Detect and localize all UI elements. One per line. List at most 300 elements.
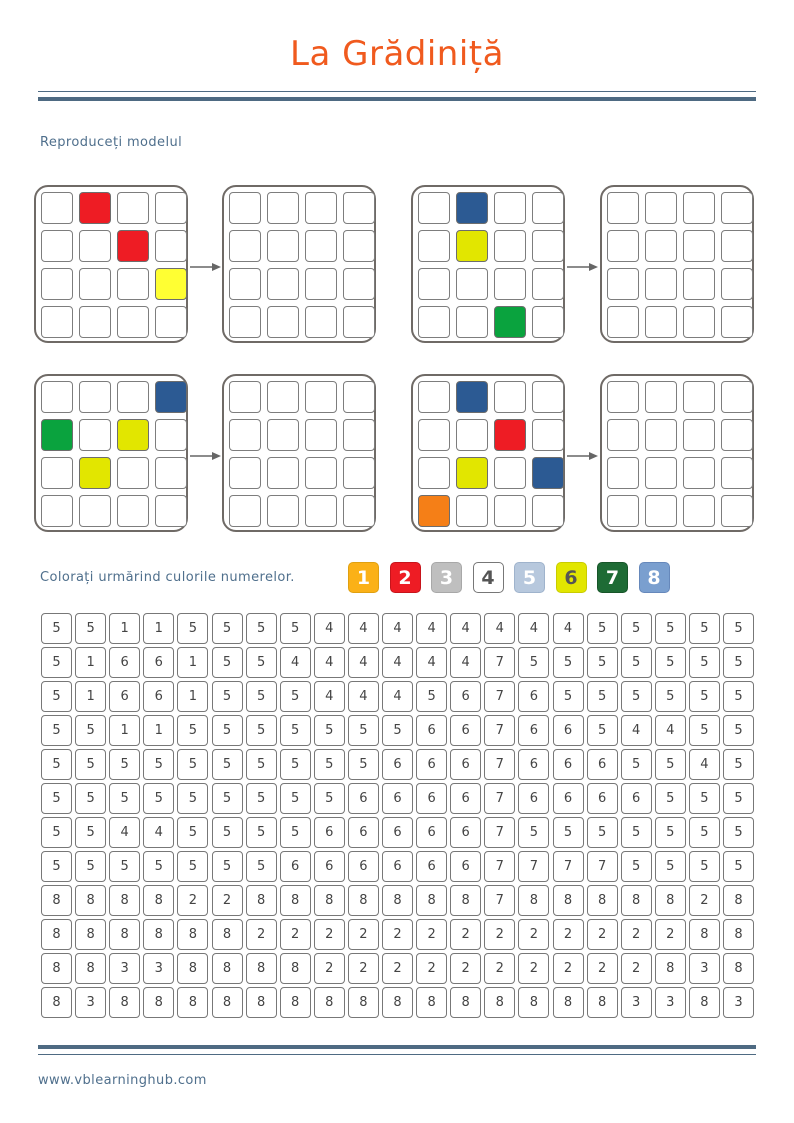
grid-cell[interactable]: 5	[587, 715, 618, 746]
grid-cell[interactable]: 5	[41, 783, 72, 814]
grid-cell[interactable]: 4	[109, 817, 140, 848]
grid-cell[interactable]: 2	[689, 885, 720, 916]
grid-cell[interactable]: 8	[41, 919, 72, 950]
grid-cell[interactable]: 2	[450, 919, 481, 950]
grid-cell[interactable]: 2	[484, 919, 515, 950]
grid-cell[interactable]: 8	[484, 987, 515, 1018]
grid-cell[interactable]: 5	[553, 817, 584, 848]
empty-cell[interactable]	[645, 192, 677, 224]
empty-cell[interactable]	[683, 192, 715, 224]
grid-cell[interactable]: 8	[177, 953, 208, 984]
grid-cell[interactable]: 5	[621, 851, 652, 882]
grid-cell[interactable]: 5	[246, 851, 277, 882]
grid-cell[interactable]: 2	[280, 919, 311, 950]
grid-cell[interactable]: 5	[212, 613, 243, 644]
grid-cell[interactable]: 8	[143, 885, 174, 916]
grid-cell[interactable]: 2	[348, 953, 379, 984]
empty-cell[interactable]	[229, 381, 261, 413]
grid-cell[interactable]: 8	[246, 885, 277, 916]
grid-cell[interactable]: 6	[348, 817, 379, 848]
grid-cell[interactable]: 6	[143, 647, 174, 678]
empty-cell[interactable]	[607, 268, 639, 300]
grid-cell[interactable]: 5	[689, 613, 720, 644]
grid-cell[interactable]: 8	[212, 919, 243, 950]
empty-cell[interactable]	[305, 230, 337, 262]
grid-cell[interactable]: 4	[382, 681, 413, 712]
grid-cell[interactable]: 5	[621, 681, 652, 712]
grid-cell[interactable]: 5	[655, 783, 686, 814]
grid-cell[interactable]: 8	[689, 919, 720, 950]
empty-cell[interactable]	[683, 419, 715, 451]
grid-cell[interactable]: 8	[109, 885, 140, 916]
grid-cell[interactable]: 6	[416, 715, 447, 746]
grid-cell[interactable]: 6	[314, 817, 345, 848]
grid-cell[interactable]: 5	[280, 817, 311, 848]
grid-cell[interactable]: 5	[75, 749, 106, 780]
grid-cell[interactable]: 6	[518, 783, 549, 814]
grid-cell[interactable]: 6	[587, 783, 618, 814]
grid-cell[interactable]: 7	[553, 851, 584, 882]
grid-cell[interactable]: 8	[280, 987, 311, 1018]
grid-cell[interactable]: 8	[655, 885, 686, 916]
grid-cell[interactable]: 5	[75, 715, 106, 746]
empty-cell[interactable]	[607, 192, 639, 224]
grid-cell[interactable]: 3	[723, 987, 754, 1018]
grid-cell[interactable]: 2	[382, 919, 413, 950]
grid-cell[interactable]: 5	[280, 783, 311, 814]
grid-cell[interactable]: 8	[382, 987, 413, 1018]
grid-cell[interactable]: 8	[246, 953, 277, 984]
grid-cell[interactable]: 5	[348, 715, 379, 746]
grid-cell[interactable]: 2	[587, 919, 618, 950]
grid-cell[interactable]: 8	[553, 987, 584, 1018]
empty-cell[interactable]	[721, 457, 753, 489]
grid-cell[interactable]: 3	[655, 987, 686, 1018]
empty-cell[interactable]	[229, 457, 261, 489]
grid-cell[interactable]: 8	[177, 919, 208, 950]
grid-cell[interactable]: 5	[518, 817, 549, 848]
grid-cell[interactable]: 5	[109, 749, 140, 780]
grid-cell[interactable]: 6	[109, 647, 140, 678]
grid-cell[interactable]: 5	[246, 783, 277, 814]
grid-cell[interactable]: 5	[621, 817, 652, 848]
grid-cell[interactable]: 6	[587, 749, 618, 780]
grid-cell[interactable]: 6	[621, 783, 652, 814]
grid-cell[interactable]: 8	[348, 885, 379, 916]
grid-cell[interactable]: 8	[621, 885, 652, 916]
empty-cell[interactable]	[305, 381, 337, 413]
grid-cell[interactable]: 6	[450, 715, 481, 746]
grid-cell[interactable]: 5	[41, 817, 72, 848]
grid-cell[interactable]: 6	[382, 851, 413, 882]
grid-cell[interactable]: 2	[416, 919, 447, 950]
empty-cell[interactable]	[721, 230, 753, 262]
grid-cell[interactable]: 5	[280, 613, 311, 644]
empty-cell[interactable]	[229, 306, 261, 338]
empty-cell[interactable]	[229, 230, 261, 262]
grid-cell[interactable]: 5	[723, 817, 754, 848]
empty-cell[interactable]	[721, 306, 753, 338]
grid-cell[interactable]: 2	[621, 953, 652, 984]
empty-cell[interactable]	[721, 192, 753, 224]
grid-cell[interactable]: 5	[723, 783, 754, 814]
grid-cell[interactable]: 8	[75, 919, 106, 950]
grid-cell[interactable]: 8	[450, 987, 481, 1018]
grid-cell[interactable]: 8	[416, 987, 447, 1018]
grid-cell[interactable]: 6	[348, 851, 379, 882]
grid-cell[interactable]: 2	[587, 953, 618, 984]
grid-cell[interactable]: 6	[416, 817, 447, 848]
grid-cell[interactable]: 5	[314, 783, 345, 814]
grid-cell[interactable]: 5	[553, 681, 584, 712]
grid-cell[interactable]: 5	[246, 715, 277, 746]
empty-cell[interactable]	[683, 306, 715, 338]
grid-cell[interactable]: 2	[553, 919, 584, 950]
grid-cell[interactable]: 5	[587, 647, 618, 678]
empty-cell[interactable]	[267, 419, 299, 451]
grid-cell[interactable]: 5	[212, 749, 243, 780]
empty-cell[interactable]	[343, 268, 375, 300]
grid-cell[interactable]: 3	[75, 987, 106, 1018]
grid-cell[interactable]: 5	[109, 851, 140, 882]
grid-cell[interactable]: 6	[518, 715, 549, 746]
grid-cell[interactable]: 7	[484, 681, 515, 712]
grid-cell[interactable]: 6	[450, 851, 481, 882]
grid-cell[interactable]: 4	[314, 681, 345, 712]
empty-cell[interactable]	[267, 306, 299, 338]
empty-cell[interactable]	[343, 457, 375, 489]
grid-cell[interactable]: 5	[655, 817, 686, 848]
grid-cell[interactable]: 5	[655, 851, 686, 882]
empty-cell[interactable]	[607, 381, 639, 413]
grid-cell[interactable]: 8	[723, 953, 754, 984]
grid-cell[interactable]: 2	[450, 953, 481, 984]
grid-cell[interactable]: 4	[484, 613, 515, 644]
empty-cell[interactable]	[721, 381, 753, 413]
grid-cell[interactable]: 5	[41, 681, 72, 712]
grid-cell[interactable]: 2	[416, 953, 447, 984]
grid-cell[interactable]: 8	[723, 885, 754, 916]
grid-cell[interactable]: 2	[484, 953, 515, 984]
grid-cell[interactable]: 5	[723, 647, 754, 678]
grid-cell[interactable]: 5	[655, 749, 686, 780]
grid-cell[interactable]: 5	[655, 647, 686, 678]
grid-cell[interactable]: 5	[212, 681, 243, 712]
grid-cell[interactable]: 6	[382, 783, 413, 814]
grid-cell[interactable]: 6	[553, 783, 584, 814]
grid-cell[interactable]: 5	[655, 613, 686, 644]
grid-cell[interactable]: 6	[450, 817, 481, 848]
grid-cell[interactable]: 4	[689, 749, 720, 780]
grid-cell[interactable]: 6	[382, 817, 413, 848]
grid-cell[interactable]: 2	[621, 919, 652, 950]
grid-cell[interactable]: 7	[484, 749, 515, 780]
grid-cell[interactable]: 8	[348, 987, 379, 1018]
grid-cell[interactable]: 5	[212, 647, 243, 678]
grid-cell[interactable]: 4	[450, 613, 481, 644]
empty-cell[interactable]	[267, 268, 299, 300]
empty-cell[interactable]	[343, 192, 375, 224]
grid-cell[interactable]: 5	[246, 681, 277, 712]
empty-cell[interactable]	[229, 495, 261, 527]
grid-cell[interactable]: 5	[143, 749, 174, 780]
empty-cell[interactable]	[607, 230, 639, 262]
grid-cell[interactable]: 5	[177, 851, 208, 882]
grid-cell[interactable]: 5	[314, 715, 345, 746]
empty-cell[interactable]	[645, 381, 677, 413]
empty-cell[interactable]	[305, 457, 337, 489]
grid-cell[interactable]: 8	[109, 919, 140, 950]
grid-cell[interactable]: 1	[143, 613, 174, 644]
grid-cell[interactable]: 8	[518, 987, 549, 1018]
grid-cell[interactable]: 6	[450, 783, 481, 814]
grid-cell[interactable]: 6	[518, 681, 549, 712]
grid-cell[interactable]: 5	[75, 613, 106, 644]
grid-cell[interactable]: 6	[382, 749, 413, 780]
grid-cell[interactable]: 2	[518, 953, 549, 984]
grid-cell[interactable]: 5	[689, 783, 720, 814]
grid-cell[interactable]: 8	[212, 953, 243, 984]
grid-cell[interactable]: 8	[75, 885, 106, 916]
grid-cell[interactable]: 8	[723, 919, 754, 950]
empty-cell[interactable]	[645, 268, 677, 300]
grid-cell[interactable]: 3	[689, 953, 720, 984]
empty-cell[interactable]	[267, 230, 299, 262]
empty-cell[interactable]	[683, 230, 715, 262]
grid-cell[interactable]: 5	[212, 715, 243, 746]
grid-cell[interactable]: 8	[143, 919, 174, 950]
grid-cell[interactable]: 2	[314, 919, 345, 950]
grid-cell[interactable]: 5	[41, 851, 72, 882]
grid-cell[interactable]: 5	[621, 613, 652, 644]
empty-cell[interactable]	[683, 457, 715, 489]
grid-cell[interactable]: 8	[553, 885, 584, 916]
grid-cell[interactable]: 5	[723, 851, 754, 882]
empty-cell[interactable]	[683, 495, 715, 527]
empty-cell[interactable]	[343, 230, 375, 262]
grid-cell[interactable]: 5	[348, 749, 379, 780]
grid-cell[interactable]: 5	[621, 647, 652, 678]
grid-cell[interactable]: 4	[314, 647, 345, 678]
grid-cell[interactable]: 6	[450, 681, 481, 712]
grid-cell[interactable]: 2	[314, 953, 345, 984]
grid-cell[interactable]: 8	[450, 885, 481, 916]
grid-cell[interactable]: 5	[109, 783, 140, 814]
grid-cell[interactable]: 6	[518, 749, 549, 780]
grid-cell[interactable]: 7	[587, 851, 618, 882]
grid-cell[interactable]: 8	[280, 953, 311, 984]
grid-cell[interactable]: 8	[587, 987, 618, 1018]
grid-cell[interactable]: 5	[689, 681, 720, 712]
grid-cell[interactable]: 4	[382, 613, 413, 644]
empty-cell[interactable]	[305, 192, 337, 224]
grid-cell[interactable]: 3	[109, 953, 140, 984]
grid-cell[interactable]: 5	[246, 613, 277, 644]
empty-cell[interactable]	[343, 306, 375, 338]
grid-cell[interactable]: 7	[484, 851, 515, 882]
grid-cell[interactable]: 2	[348, 919, 379, 950]
grid-cell[interactable]: 6	[553, 749, 584, 780]
grid-cell[interactable]: 8	[416, 885, 447, 916]
grid-cell[interactable]: 8	[587, 885, 618, 916]
grid-cell[interactable]: 5	[41, 749, 72, 780]
grid-cell[interactable]: 6	[553, 715, 584, 746]
grid-cell[interactable]: 5	[177, 613, 208, 644]
empty-cell[interactable]	[229, 268, 261, 300]
empty-cell[interactable]	[343, 381, 375, 413]
empty-cell[interactable]	[683, 381, 715, 413]
grid-cell[interactable]: 7	[484, 817, 515, 848]
empty-cell[interactable]	[721, 419, 753, 451]
grid-cell[interactable]: 5	[689, 715, 720, 746]
grid-cell[interactable]: 2	[246, 919, 277, 950]
grid-cell[interactable]: 8	[314, 987, 345, 1018]
grid-cell[interactable]: 5	[212, 817, 243, 848]
grid-cell[interactable]: 2	[212, 885, 243, 916]
grid-cell[interactable]: 4	[416, 613, 447, 644]
grid-cell[interactable]: 6	[450, 749, 481, 780]
empty-cell[interactable]	[343, 495, 375, 527]
grid-cell[interactable]: 8	[41, 885, 72, 916]
grid-cell[interactable]: 5	[587, 817, 618, 848]
empty-cell[interactable]	[305, 419, 337, 451]
grid-cell[interactable]: 5	[723, 681, 754, 712]
grid-cell[interactable]: 2	[177, 885, 208, 916]
empty-cell[interactable]	[645, 230, 677, 262]
grid-cell[interactable]: 5	[75, 817, 106, 848]
grid-cell[interactable]: 4	[416, 647, 447, 678]
grid-cell[interactable]: 5	[75, 783, 106, 814]
empty-cell[interactable]	[607, 306, 639, 338]
grid-cell[interactable]: 5	[655, 681, 686, 712]
grid-cell[interactable]: 6	[416, 783, 447, 814]
grid-cell[interactable]: 5	[587, 613, 618, 644]
grid-cell[interactable]: 2	[518, 919, 549, 950]
empty-cell[interactable]	[645, 457, 677, 489]
empty-cell[interactable]	[305, 306, 337, 338]
grid-cell[interactable]: 2	[553, 953, 584, 984]
empty-cell[interactable]	[305, 495, 337, 527]
grid-cell[interactable]: 8	[41, 987, 72, 1018]
grid-cell[interactable]: 4	[553, 613, 584, 644]
empty-cell[interactable]	[607, 419, 639, 451]
grid-cell[interactable]: 1	[75, 647, 106, 678]
grid-cell[interactable]: 8	[280, 885, 311, 916]
empty-cell[interactable]	[229, 192, 261, 224]
grid-cell[interactable]: 6	[314, 851, 345, 882]
grid-cell[interactable]: 5	[41, 613, 72, 644]
grid-cell[interactable]: 5	[143, 851, 174, 882]
empty-cell[interactable]	[721, 495, 753, 527]
empty-cell[interactable]	[607, 457, 639, 489]
empty-cell[interactable]	[343, 419, 375, 451]
grid-cell[interactable]: 5	[41, 647, 72, 678]
grid-cell[interactable]: 5	[246, 817, 277, 848]
grid-cell[interactable]: 1	[143, 715, 174, 746]
grid-cell[interactable]: 5	[382, 715, 413, 746]
grid-cell[interactable]: 8	[109, 987, 140, 1018]
empty-cell[interactable]	[229, 419, 261, 451]
grid-cell[interactable]: 2	[382, 953, 413, 984]
grid-cell[interactable]: 7	[484, 783, 515, 814]
empty-cell[interactable]	[721, 268, 753, 300]
grid-cell[interactable]: 8	[75, 953, 106, 984]
grid-cell[interactable]: 4	[348, 613, 379, 644]
grid-cell[interactable]: 8	[518, 885, 549, 916]
empty-cell[interactable]	[267, 457, 299, 489]
grid-cell[interactable]: 5	[689, 851, 720, 882]
empty-cell[interactable]	[267, 381, 299, 413]
grid-cell[interactable]: 5	[246, 749, 277, 780]
grid-cell[interactable]: 5	[621, 749, 652, 780]
grid-cell[interactable]: 4	[450, 647, 481, 678]
grid-cell[interactable]: 4	[348, 681, 379, 712]
grid-cell[interactable]: 4	[621, 715, 652, 746]
grid-cell[interactable]: 6	[416, 749, 447, 780]
grid-cell[interactable]: 5	[689, 647, 720, 678]
grid-cell[interactable]: 4	[655, 715, 686, 746]
grid-cell[interactable]: 6	[416, 851, 447, 882]
grid-cell[interactable]: 7	[518, 851, 549, 882]
empty-cell[interactable]	[267, 192, 299, 224]
grid-cell[interactable]: 5	[518, 647, 549, 678]
grid-cell[interactable]: 6	[143, 681, 174, 712]
grid-cell[interactable]: 5	[314, 749, 345, 780]
grid-cell[interactable]: 8	[143, 987, 174, 1018]
grid-cell[interactable]: 5	[280, 749, 311, 780]
grid-cell[interactable]: 5	[689, 817, 720, 848]
grid-cell[interactable]: 5	[587, 681, 618, 712]
grid-cell[interactable]: 5	[212, 851, 243, 882]
grid-cell[interactable]: 5	[723, 715, 754, 746]
grid-cell[interactable]: 1	[109, 715, 140, 746]
grid-cell[interactable]: 4	[314, 613, 345, 644]
grid-cell[interactable]: 5	[723, 613, 754, 644]
grid-cell[interactable]: 6	[348, 783, 379, 814]
grid-cell[interactable]: 5	[723, 749, 754, 780]
grid-cell[interactable]: 8	[41, 953, 72, 984]
grid-cell[interactable]: 8	[314, 885, 345, 916]
empty-cell[interactable]	[645, 306, 677, 338]
grid-cell[interactable]: 1	[109, 613, 140, 644]
grid-cell[interactable]: 5	[246, 647, 277, 678]
grid-cell[interactable]: 3	[621, 987, 652, 1018]
grid-cell[interactable]: 4	[280, 647, 311, 678]
grid-cell[interactable]: 5	[280, 681, 311, 712]
grid-cell[interactable]: 7	[484, 647, 515, 678]
empty-cell[interactable]	[267, 495, 299, 527]
grid-cell[interactable]: 5	[212, 783, 243, 814]
grid-cell[interactable]: 8	[246, 987, 277, 1018]
grid-cell[interactable]: 6	[109, 681, 140, 712]
grid-cell[interactable]: 8	[655, 953, 686, 984]
grid-cell[interactable]: 8	[212, 987, 243, 1018]
grid-cell[interactable]: 4	[143, 817, 174, 848]
grid-cell[interactable]: 2	[655, 919, 686, 950]
grid-cell[interactable]: 4	[518, 613, 549, 644]
grid-cell[interactable]: 5	[416, 681, 447, 712]
empty-cell[interactable]	[645, 495, 677, 527]
grid-cell[interactable]: 8	[689, 987, 720, 1018]
grid-cell[interactable]: 4	[348, 647, 379, 678]
grid-cell[interactable]: 5	[280, 715, 311, 746]
empty-cell[interactable]	[645, 419, 677, 451]
grid-cell[interactable]: 5	[553, 647, 584, 678]
grid-cell[interactable]: 5	[177, 749, 208, 780]
grid-cell[interactable]: 5	[143, 783, 174, 814]
grid-cell[interactable]: 5	[177, 715, 208, 746]
empty-cell[interactable]	[683, 268, 715, 300]
